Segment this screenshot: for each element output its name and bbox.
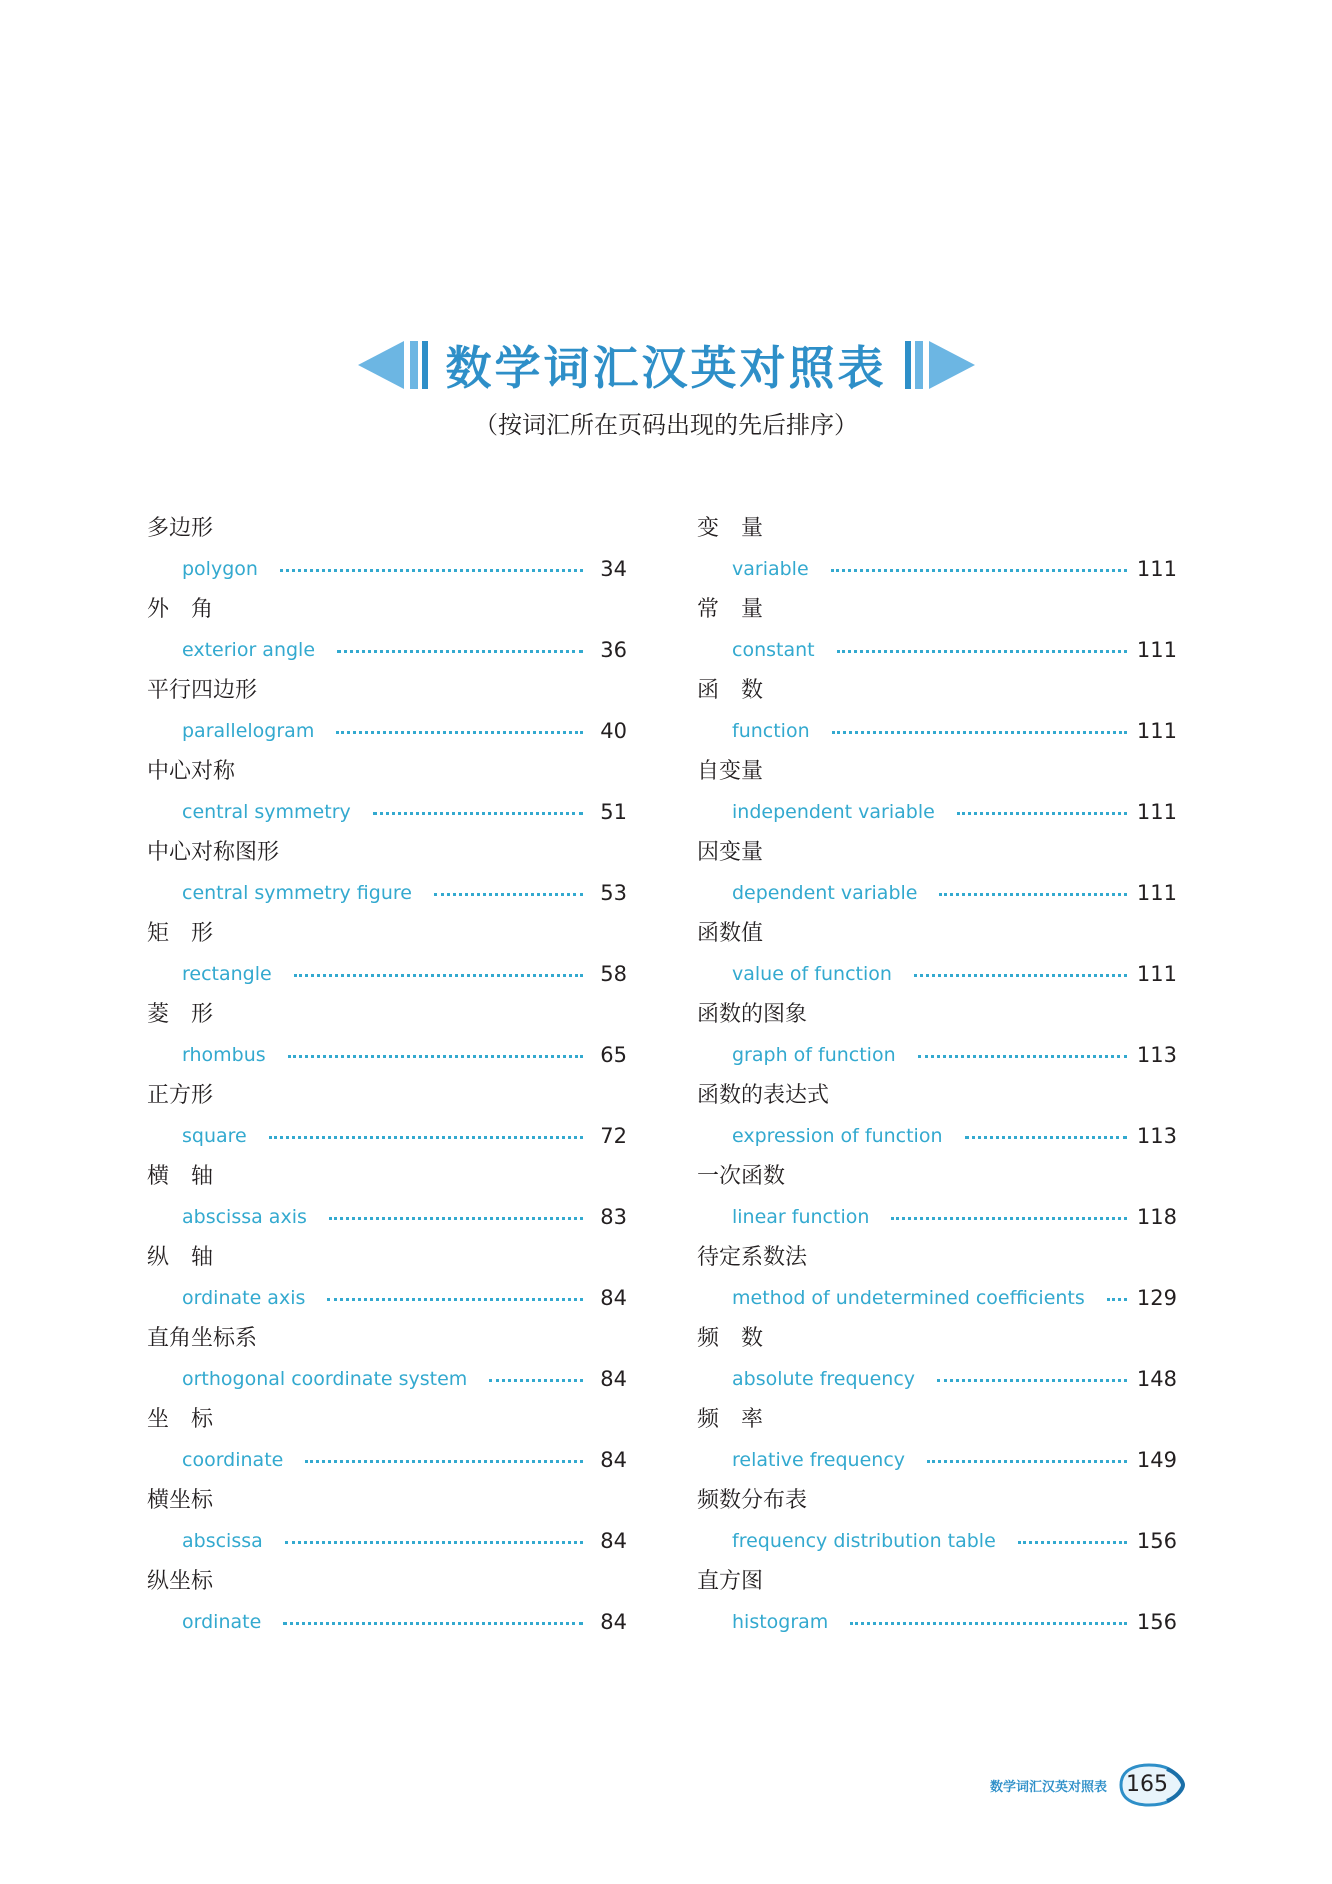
glossary-entry xyxy=(147,917,627,998)
chinese-term: 函数值 xyxy=(697,921,764,946)
english-term: central symmetry figure xyxy=(182,882,412,904)
glossary-entry xyxy=(697,1484,1177,1565)
page-number: 84 xyxy=(600,1286,627,1310)
page-number: 51 xyxy=(600,800,627,824)
dot-leader xyxy=(337,650,583,653)
dot-leader xyxy=(837,650,1127,653)
page-number: 36 xyxy=(600,638,627,662)
dot-leader xyxy=(850,1622,1127,1625)
chinese-term: 函 数 xyxy=(697,678,764,703)
page-header xyxy=(0,330,1332,400)
english-term: coordinate xyxy=(182,1449,284,1471)
chinese-term: 函数的图象 xyxy=(697,1002,808,1027)
english-term-row xyxy=(732,1121,1177,1151)
dot-leader xyxy=(927,1460,1127,1463)
dot-leader xyxy=(918,1055,1127,1058)
english-term: method of undetermined coefficients xyxy=(732,1287,1085,1309)
page-number: 111 xyxy=(1136,557,1177,581)
english-term-row xyxy=(732,716,1177,746)
english-term: absolute frequency xyxy=(732,1368,916,1390)
english-term-row xyxy=(732,878,1177,908)
english-term-row xyxy=(182,554,627,584)
right-arrow-ornament-icon xyxy=(903,337,975,393)
page-footer xyxy=(990,1760,1187,1810)
glossary-left-column xyxy=(147,512,627,1646)
chinese-term: 坐 标 xyxy=(147,1407,214,1432)
english-term-row xyxy=(182,878,627,908)
english-term-row xyxy=(182,716,627,746)
chinese-term: 直角坐标系 xyxy=(147,1326,258,1351)
chinese-term: 外 角 xyxy=(147,597,214,622)
glossary-entry xyxy=(697,1079,1177,1160)
dot-leader xyxy=(294,974,583,977)
dot-leader xyxy=(434,893,583,896)
glossary-entry xyxy=(147,512,627,593)
page-number: 40 xyxy=(600,719,627,743)
chinese-term: 纵 轴 xyxy=(147,1245,214,1270)
dot-leader xyxy=(891,1217,1127,1220)
dot-leader xyxy=(305,1460,583,1463)
english-term-row xyxy=(732,1364,1177,1394)
english-term-row xyxy=(732,797,1177,827)
english-term: value of function xyxy=(732,963,892,985)
english-term: linear function xyxy=(732,1206,870,1228)
glossary-entry xyxy=(147,836,627,917)
glossary-entry xyxy=(697,917,1177,998)
dot-leader xyxy=(1107,1298,1127,1301)
english-term: dependent variable xyxy=(732,882,918,904)
english-term: constant xyxy=(732,639,815,661)
page-number: 84 xyxy=(600,1610,627,1634)
chinese-term: 函数的表达式 xyxy=(697,1083,830,1108)
english-term: histogram xyxy=(732,1611,829,1633)
english-term: abscissa axis xyxy=(182,1206,307,1228)
glossary-entry xyxy=(697,1160,1177,1241)
page-number: 113 xyxy=(1136,1124,1177,1148)
page-number: 111 xyxy=(1136,719,1177,743)
footer-page-number: 165 xyxy=(1126,1772,1169,1797)
english-term: ordinate xyxy=(182,1611,262,1633)
chinese-term: 待定系数法 xyxy=(697,1245,808,1270)
page-number: 118 xyxy=(1136,1205,1177,1229)
english-term-row xyxy=(182,1364,627,1394)
page-number: 84 xyxy=(600,1529,627,1553)
chinese-term: 平行四边形 xyxy=(147,678,258,703)
dot-leader xyxy=(937,1379,1127,1382)
english-term-row xyxy=(732,1607,1177,1637)
english-term-row xyxy=(182,1445,627,1475)
glossary-entry xyxy=(147,998,627,1079)
english-term: graph of function xyxy=(732,1044,896,1066)
glossary-entry xyxy=(697,998,1177,1079)
page-number: 111 xyxy=(1136,881,1177,905)
glossary-entry xyxy=(147,1565,627,1646)
dot-leader xyxy=(269,1136,583,1139)
english-term-row xyxy=(732,554,1177,584)
dot-leader xyxy=(957,812,1127,815)
glossary-entry xyxy=(697,674,1177,755)
page-number: 53 xyxy=(600,881,627,905)
page-number: 156 xyxy=(1136,1529,1177,1553)
english-term-row xyxy=(732,1040,1177,1070)
page-number: 113 xyxy=(1136,1043,1177,1067)
dot-leader xyxy=(1018,1541,1127,1544)
glossary-entry xyxy=(697,755,1177,836)
dot-leader xyxy=(329,1217,583,1220)
glossary-entry xyxy=(697,1322,1177,1403)
page-number: 111 xyxy=(1136,962,1177,986)
page-number: 83 xyxy=(600,1205,627,1229)
english-term-row xyxy=(182,1283,627,1313)
page-number: 65 xyxy=(600,1043,627,1067)
english-term-row xyxy=(182,1607,627,1637)
chinese-term: 自变量 xyxy=(697,759,764,784)
page-subtitle: （按词汇所在页码出现的先后排序） xyxy=(474,411,858,439)
chinese-term: 频数分布表 xyxy=(697,1488,808,1513)
english-term: frequency distribution table xyxy=(732,1530,996,1552)
english-term: rhombus xyxy=(182,1044,266,1066)
dot-leader xyxy=(280,569,583,572)
glossary-entry xyxy=(147,593,627,674)
english-term-row xyxy=(182,635,627,665)
english-term: expression of function xyxy=(732,1125,943,1147)
page-number: 111 xyxy=(1136,800,1177,824)
chinese-term: 一次函数 xyxy=(697,1164,786,1189)
glossary-entry xyxy=(147,1079,627,1160)
english-term: rectangle xyxy=(182,963,272,985)
glossary-entry xyxy=(147,674,627,755)
page-number: 84 xyxy=(600,1367,627,1391)
page-number: 72 xyxy=(600,1124,627,1148)
footer-section-title: 数学词汇汉英对照表 xyxy=(990,1779,1108,1795)
chinese-term: 频 率 xyxy=(697,1407,764,1432)
chinese-term: 中心对称 xyxy=(147,759,236,784)
glossary-entry xyxy=(697,836,1177,917)
english-term: orthogonal coordinate system xyxy=(182,1368,468,1390)
dot-leader xyxy=(285,1541,583,1544)
page-number: 58 xyxy=(600,962,627,986)
glossary-entry xyxy=(147,1322,627,1403)
dot-leader xyxy=(914,974,1127,977)
glossary-entry xyxy=(697,1565,1177,1646)
chinese-term: 纵坐标 xyxy=(147,1569,214,1594)
english-term-row xyxy=(182,959,627,989)
chinese-term: 变 量 xyxy=(697,516,764,541)
english-term-row xyxy=(732,959,1177,989)
dot-leader xyxy=(373,812,583,815)
english-term: central symmetry xyxy=(182,801,351,823)
dot-leader xyxy=(965,1136,1127,1139)
english-term: parallelogram xyxy=(182,720,315,742)
dot-leader xyxy=(832,731,1127,734)
glossary-entry xyxy=(697,1403,1177,1484)
dot-leader xyxy=(336,731,583,734)
english-term-row xyxy=(732,1202,1177,1232)
english-term: square xyxy=(182,1125,247,1147)
chinese-term: 正方形 xyxy=(147,1083,214,1108)
glossary-entry xyxy=(697,1241,1177,1322)
chinese-term: 横坐标 xyxy=(147,1488,214,1513)
english-term-row xyxy=(182,1526,627,1556)
dot-leader xyxy=(283,1622,583,1625)
english-term: function xyxy=(732,720,810,742)
chinese-term: 常 量 xyxy=(697,597,764,622)
page-number: 111 xyxy=(1136,638,1177,662)
glossary-entry xyxy=(147,1484,627,1565)
chinese-term: 中心对称图形 xyxy=(147,840,280,865)
english-term: polygon xyxy=(182,558,258,580)
glossary-entry xyxy=(147,755,627,836)
page-number: 34 xyxy=(600,557,627,581)
glossary-entry xyxy=(697,512,1177,593)
glossary-right-column xyxy=(697,512,1177,1646)
chinese-term: 菱 形 xyxy=(147,1002,214,1027)
dot-leader xyxy=(288,1055,583,1058)
english-term: ordinate axis xyxy=(182,1287,306,1309)
page-number: 148 xyxy=(1136,1367,1177,1391)
dot-leader xyxy=(489,1379,583,1382)
english-term-row xyxy=(732,1445,1177,1475)
english-term-row xyxy=(182,1040,627,1070)
chinese-term: 直方图 xyxy=(697,1569,764,1594)
english-term: exterior angle xyxy=(182,639,316,661)
chinese-term: 因变量 xyxy=(697,840,764,865)
english-term-row xyxy=(732,1526,1177,1556)
page-title: 数学词汇汉英对照表 xyxy=(445,341,887,395)
chinese-term: 矩 形 xyxy=(147,921,214,946)
page-number: 129 xyxy=(1136,1286,1177,1310)
english-term-row xyxy=(182,797,627,827)
english-term-row xyxy=(182,1202,627,1232)
english-term: abscissa xyxy=(182,1530,263,1552)
glossary-entry xyxy=(147,1160,627,1241)
page-number: 156 xyxy=(1136,1610,1177,1634)
page-number: 84 xyxy=(600,1448,627,1472)
chinese-term: 多边形 xyxy=(147,516,214,541)
english-term-row xyxy=(182,1121,627,1151)
english-term-row xyxy=(732,1283,1177,1313)
dot-leader xyxy=(939,893,1126,896)
page-number: 149 xyxy=(1136,1448,1177,1472)
english-term: independent variable xyxy=(732,801,935,823)
chinese-term: 频 数 xyxy=(697,1326,764,1351)
page-number-badge xyxy=(1117,1763,1187,1807)
dot-leader xyxy=(831,569,1127,572)
english-term: relative frequency xyxy=(732,1449,906,1471)
glossary-entry xyxy=(697,593,1177,674)
english-term: variable xyxy=(732,558,809,580)
glossary-entry xyxy=(147,1241,627,1322)
left-arrow-ornament-icon xyxy=(358,337,430,393)
chinese-term: 横 轴 xyxy=(147,1164,214,1189)
english-term-row xyxy=(732,635,1177,665)
glossary-entry xyxy=(147,1403,627,1484)
dot-leader xyxy=(327,1298,583,1301)
